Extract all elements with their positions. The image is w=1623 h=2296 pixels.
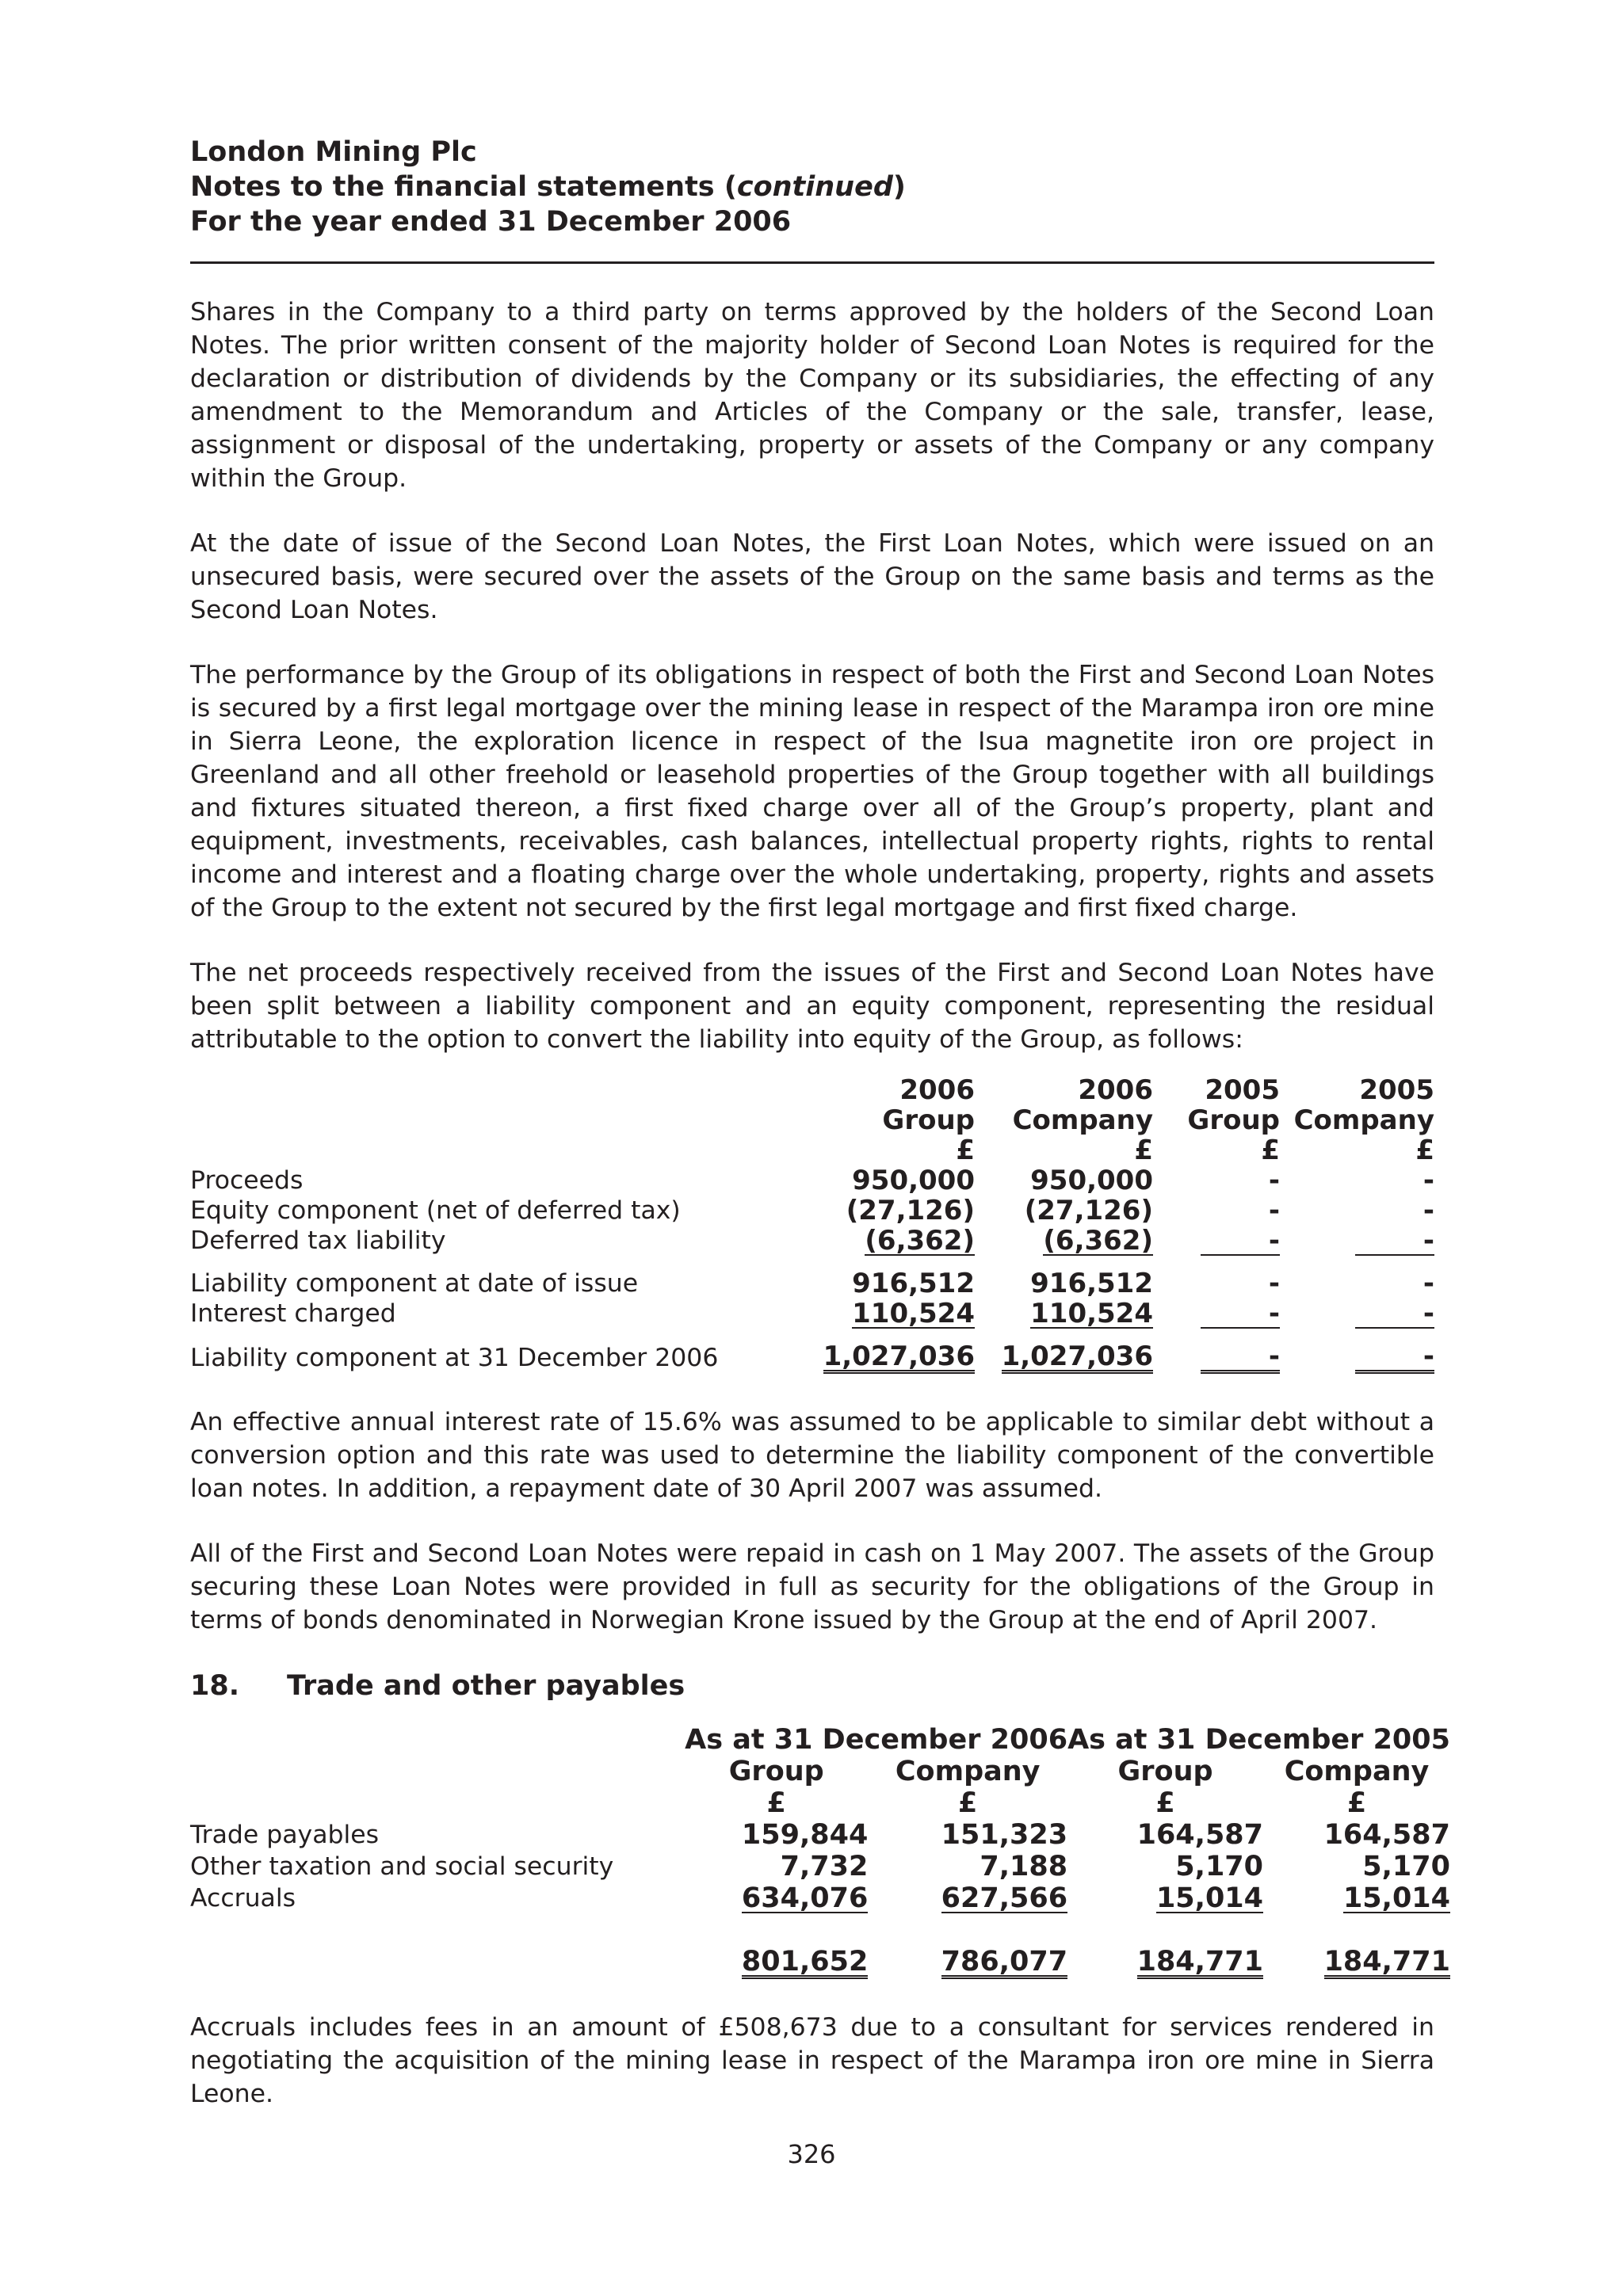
table-total-row: Liability component at 31 December 2006 1,027,036 1,027,036 - - bbox=[190, 1341, 1434, 1372]
table-row: Proceeds 950,000 950,000 - - bbox=[190, 1165, 1434, 1196]
table-row: Accruals 634,076 627,566 15,014 15,014 bbox=[190, 1882, 1450, 1914]
header-rule bbox=[190, 261, 1434, 264]
table-group-header-row bbox=[190, 1724, 1450, 1756]
section-number: 18. bbox=[190, 1670, 240, 1702]
page-number: 326 bbox=[787, 2139, 836, 2169]
group-header-2005: As at 31 December 2005 bbox=[1067, 1724, 1450, 1756]
document-page bbox=[190, 135, 1450, 2111]
notes-title: Notes to the financial statements (continued) bbox=[190, 171, 906, 203]
table-total-row: 801,652 786,077 184,771 184,771 bbox=[741, 1946, 1450, 1978]
paragraph-first-loan-notes: At the date of issue of the Second Loan Notes, the First Loan Notes, which were issued on an unsecured basis, were secured over the assets of the Group on the same basis and terms as the Second Loan Notes. bbox=[190, 529, 1434, 624]
table-header-row: Group Company Group Company bbox=[728, 1756, 1430, 1787]
table-row: Equity component (net of deferred tax) (27,126) (27,126) - - bbox=[190, 1195, 1434, 1226]
col-header-4: 2005 Company £ bbox=[1293, 1074, 1434, 1166]
table-row: Liability component at date of issue 916,512 916,512 - - bbox=[190, 1268, 1434, 1299]
table-currency-row: £ £ £ £ bbox=[766, 1787, 1367, 1819]
company-name: London Mining Plc bbox=[190, 136, 477, 168]
table-row: Other taxation and social security 7,732 7,188 5,170 5,170 bbox=[190, 1851, 1450, 1882]
payables-table bbox=[190, 1724, 1450, 1979]
paragraph-security-details: The performance by the Group of its obligations in respect of both the First and Second Loan Notes is secured by a first legal mortgage over the mining lease in respect of the Marampa iron ore mine in Sierra Leone, the exploration licence in respect of the Isua magnetite iron ore project in Greenland and all other freehold or leasehold properties of the Group together with all buildings and fixtures situated thereon, a first fixed charge over all of the Group’s property, plant and equipment, investments, receivables, cash balances, intellectual property rights, rights to rental income and interest and a floating charge over the whole undertaking, property, rights and assets of the Group to the extent not secured by the first legal mortgage and first fixed charge. bbox=[190, 661, 1434, 922]
col-header-3: 2005 Group £ bbox=[1187, 1074, 1280, 1166]
table-row: Interest charged 110,524 110,524 - - bbox=[190, 1298, 1434, 1329]
col-header-1: 2006 Group £ bbox=[882, 1074, 975, 1166]
section-heading bbox=[190, 1669, 1434, 1703]
loan-notes-table bbox=[190, 1075, 1434, 1374]
col-header-2: 2006 Company £ bbox=[1012, 1074, 1153, 1166]
table-header-row bbox=[190, 1075, 1434, 1165]
section-title: Trade and other payables bbox=[287, 1670, 685, 1702]
paragraph-net-proceeds: The net proceeds respectively received from the issues of the First and Second Loan Notes have been split between a liability component and an equity component, representing the residual attributable to the option to convert the liability into equity of the Group, as follows: bbox=[190, 959, 1434, 1054]
paragraph-accruals: Accruals includes fees in an amount of £508,673 due to a consultant for services rendered in negotiating the acquisition of the mining lease in respect of the Marampa iron ore mine in Sierra Leone. bbox=[190, 2013, 1434, 2108]
period-title: For the year ended 31 December 2006 bbox=[190, 206, 792, 238]
paragraph-interest-rate: An effective annual interest rate of 15.6% was assumed to be applicable to similar debt without a conversion option and this rate was used to determine the liability component of the convertible loan notes. In addition, a repayment date of 30 April 2007 was assumed. bbox=[190, 1408, 1434, 1503]
group-header-2006: As at 31 December 2006 bbox=[685, 1724, 1068, 1756]
document-header bbox=[190, 135, 1434, 239]
table-row: Trade payables 159,844 151,323 164,587 164,587 bbox=[190, 1819, 1450, 1851]
table-row: Deferred tax liability (6,362) (6,362) - - bbox=[190, 1225, 1434, 1257]
paragraph-repayment: All of the First and Second Loan Notes were repaid in cash on 1 May 2007. The assets of the Group securing these Loan Notes were provided in full as security for the obligations of the Group in terms of bonds denominated in Norwegian Krone issued by the Group at the end of April 2007. bbox=[190, 1539, 1434, 1634]
paragraph-security-consent: Shares in the Company to a third party on terms approved by the holders of the Second Loan Notes. The prior written consent of the majority holder of Second Loan Notes is required for the declaration or distribution of dividends by the Company or its subsidiaries, the effecting of any amendment to the Memorandum and Articles of the Company or the sale, transfer, lease, assignment or disposal of the undertaking, property or assets of the Company or any company within the Group. bbox=[190, 298, 1434, 493]
